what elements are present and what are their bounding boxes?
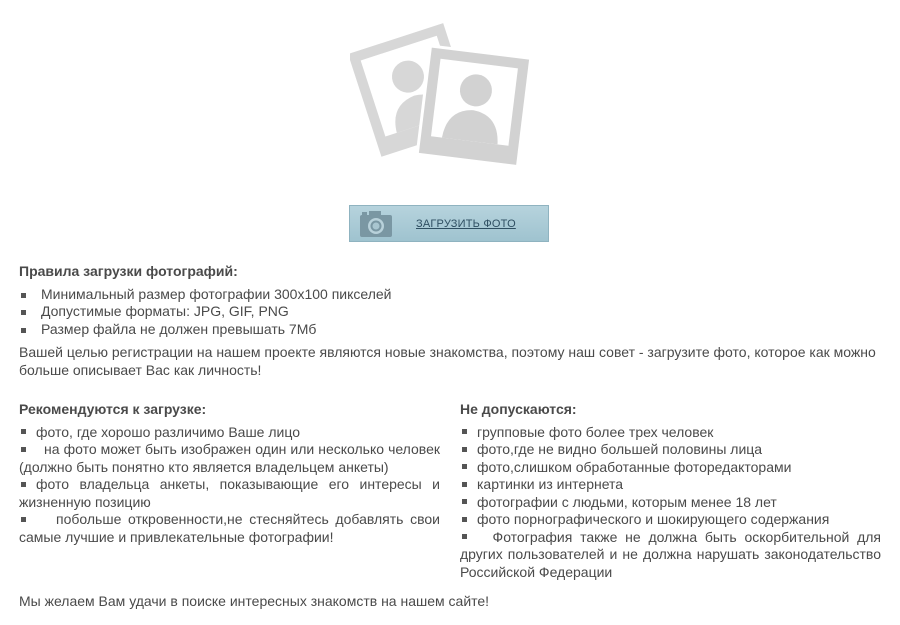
list-item: фото порнографического и шокирующего содержания xyxy=(460,511,881,529)
rules-list xyxy=(19,286,881,339)
upload-photo-button[interactable] xyxy=(349,205,549,242)
rules-title: Правила загрузки фотографий: xyxy=(19,263,238,279)
upload-photo-label[interactable]: ЗАГРУЗИТЬ ФОТО xyxy=(416,217,516,230)
list-item: Фотография также не должна быть оскорбительной для других пользователей и не должна нарушать законодательство Российской Федерации xyxy=(460,528,882,580)
list-item: Минимальный размер фотографии 300x100 пикселей xyxy=(19,286,881,304)
upload-rules-content xyxy=(19,263,881,625)
not-allowed-title: Не допускаются: xyxy=(460,401,577,417)
intro-text: Вашей целью регистрации на нашем проекте являются новые знакомства, поэтому наш совет - загрузите фото, которое как можно больше описывает Вас как личность! xyxy=(19,344,876,378)
list-item: фотографии с людьми, которым менее 18 лет xyxy=(460,494,881,512)
recommended-column xyxy=(19,401,440,581)
list-item: групповые фото более трех человек xyxy=(460,424,881,442)
list-item: фото,где не видно большей половины лица xyxy=(460,441,881,459)
list-item: фото,слишком обработанные фоторедакторами xyxy=(460,459,881,477)
list-item: Допустимые форматы: JPG, GIF, PNG xyxy=(19,303,881,321)
camera-icon xyxy=(358,209,394,239)
list-item: Размер файла не должен превышать 7Мб xyxy=(19,321,881,339)
recommended-list xyxy=(19,424,440,547)
list-item: на фото может быть изображен один или несколько человек (должно быть понятно кто является владельцем анкеты) xyxy=(19,441,440,475)
not-allowed-list xyxy=(460,424,881,582)
not-allowed-column xyxy=(460,401,881,581)
footer-text: Мы желаем Вам удачи в поиске интересных знакомств на нашем сайте! xyxy=(19,593,490,609)
list-item: побольше откровенности,не стесняйтесь добавлять свои самые лучшие и привлекательные фотографии! xyxy=(19,511,440,545)
recommended-title: Рекомендуются к загрузке: xyxy=(19,401,207,417)
list-item: фото владельца анкеты, показывающие его интересы и жизненную позицию xyxy=(19,476,440,510)
photos-placeholder-icon xyxy=(350,14,532,172)
list-item: фото, где хорошо различимо Ваше лицо xyxy=(19,424,440,442)
list-item: картинки из интернета xyxy=(460,476,881,494)
